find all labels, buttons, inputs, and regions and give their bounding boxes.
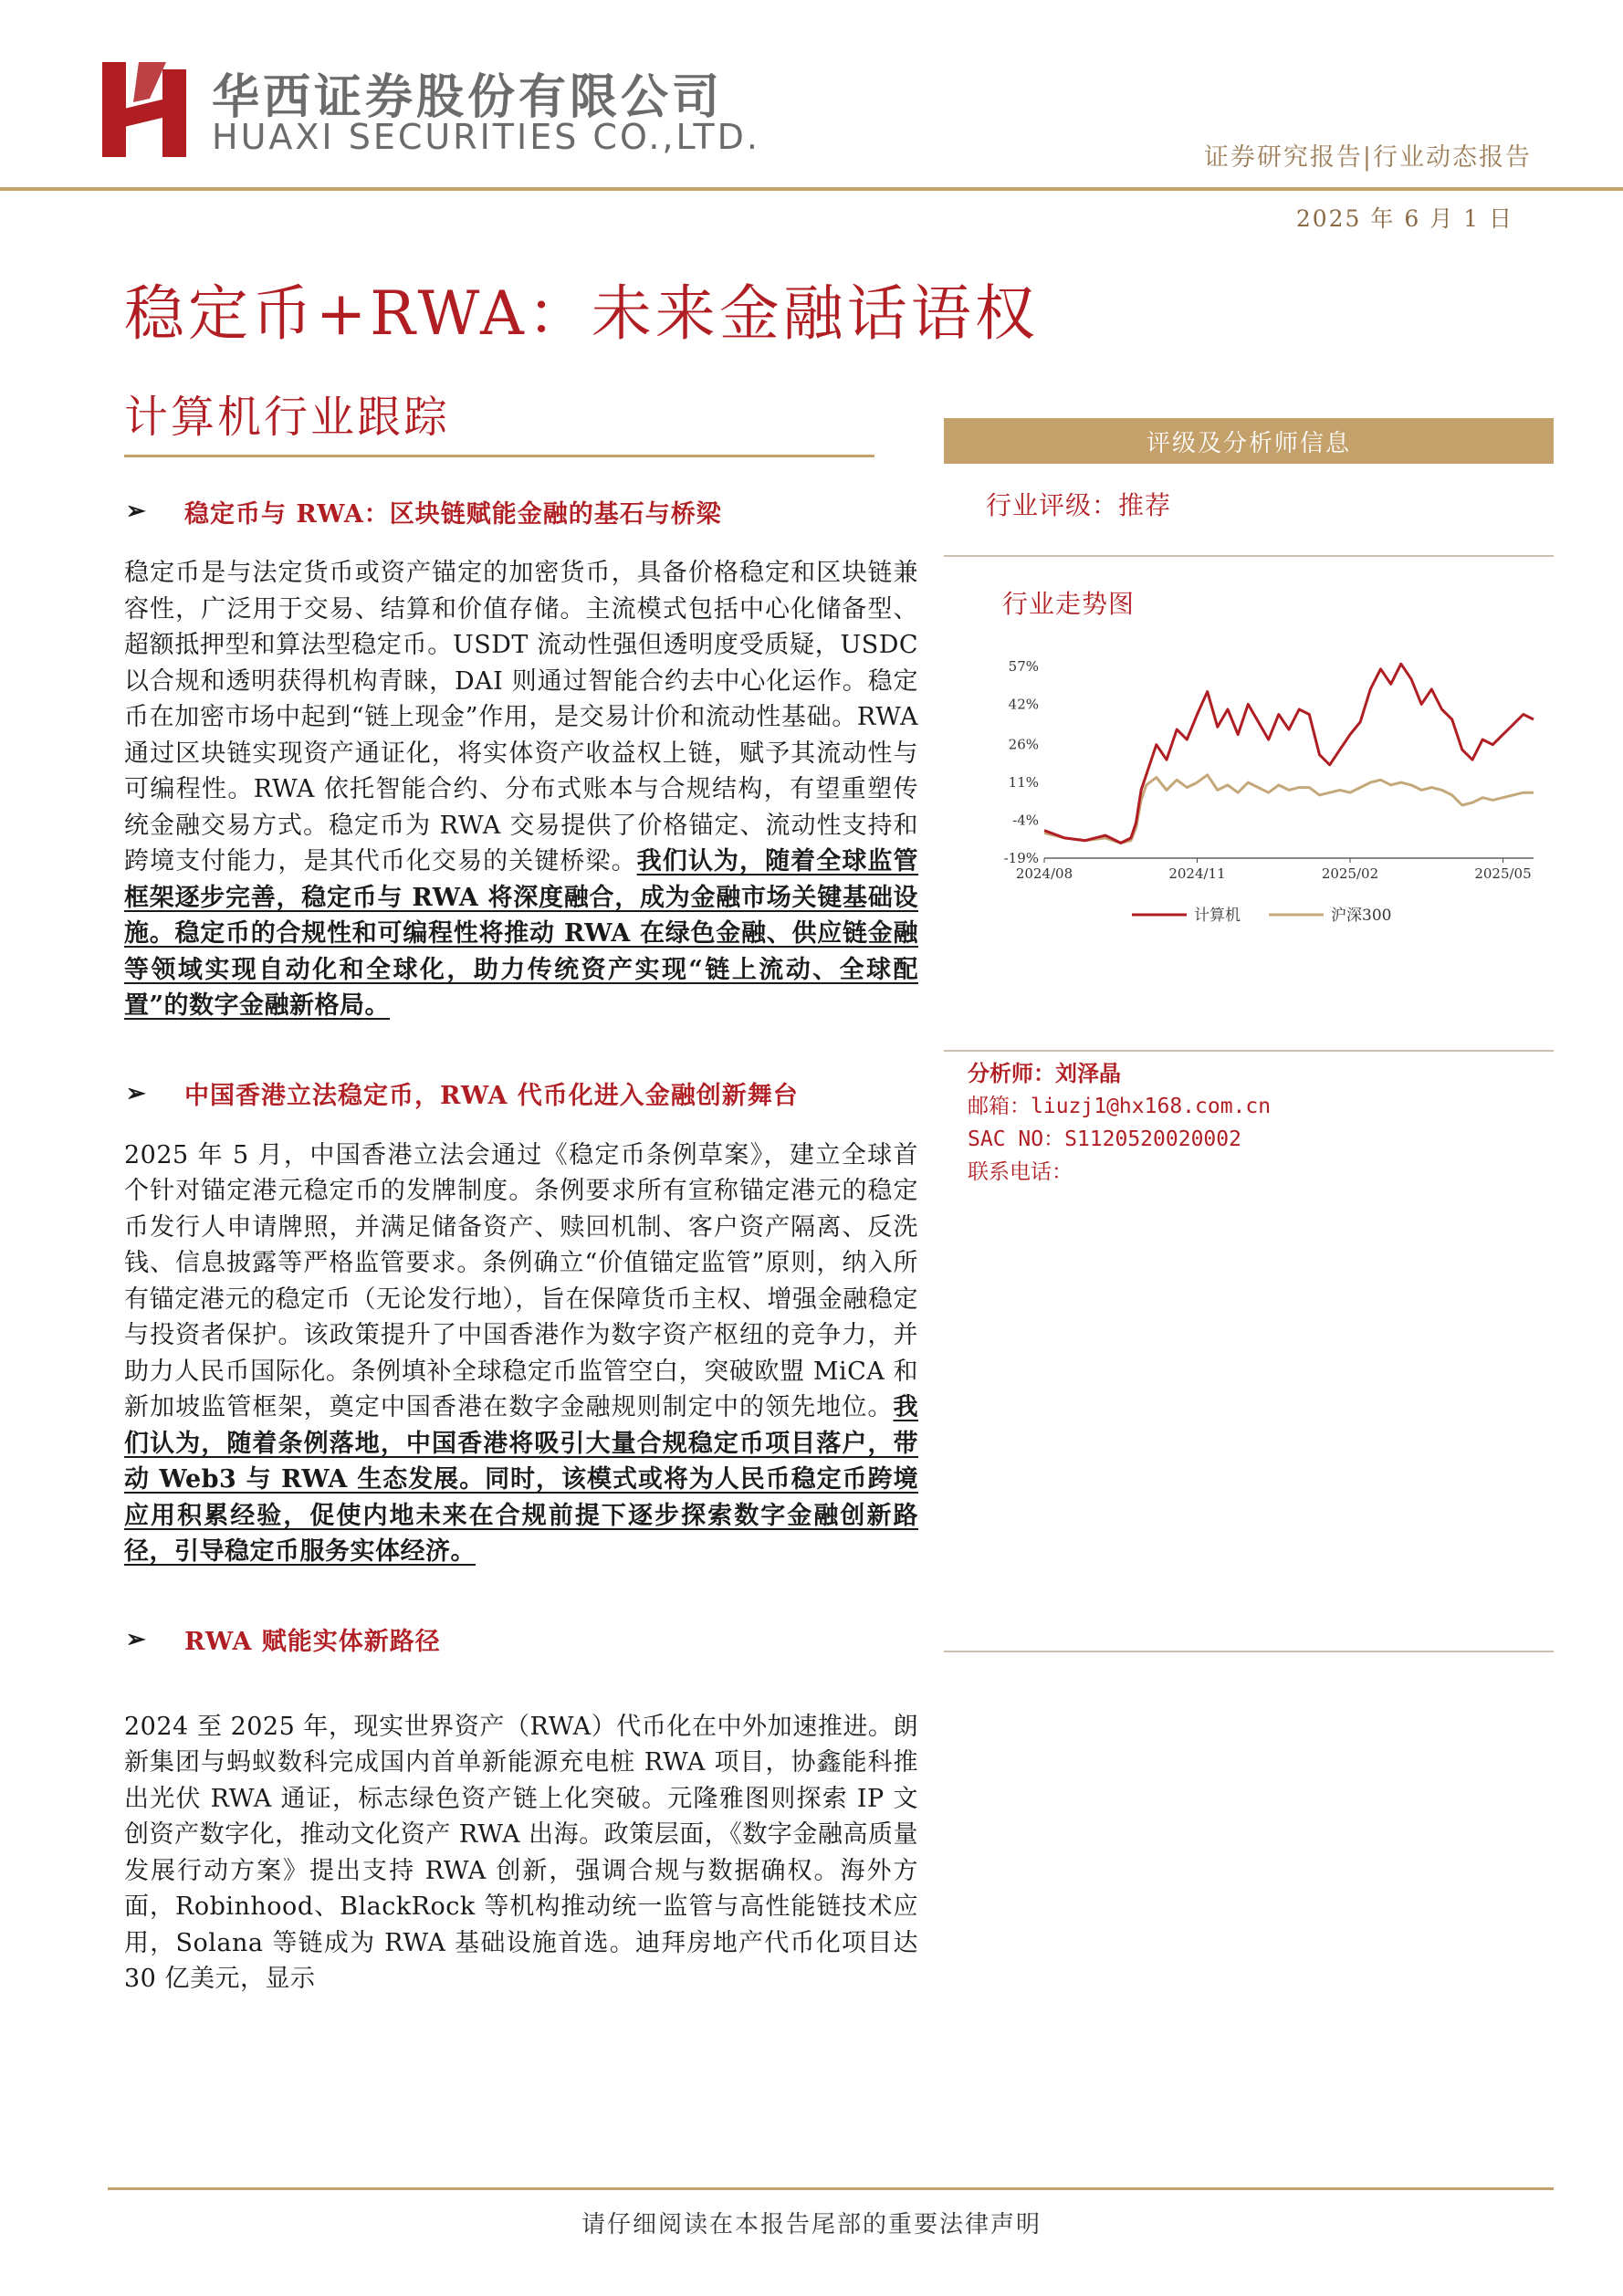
industry-rating: 行业评级：推荐 [986,490,1172,520]
y-tick-label: -4% [1012,812,1039,829]
email-label: 邮箱： [968,1095,1031,1118]
section-heading [124,1066,918,1121]
y-tick-label: 57% [1008,658,1039,675]
footer-divider [108,2187,1554,2190]
arrow-bullet-icon: ➢ [126,1079,147,1107]
series-line-computer [1044,664,1534,843]
page-title: 稳定币+RWA：未来金融话语权 [124,278,1039,349]
rating-header-bar: 评级及分析师信息 [944,418,1554,464]
trend-chart-title: 行业走势图 [1002,589,1136,619]
section-paragraph [124,555,918,1024]
phone-label: 联系电话： [968,1160,1073,1184]
analyst-email-row [968,1090,1552,1123]
legend-label: 计算机 [1194,907,1241,925]
analyst-phone-row [968,1156,1552,1189]
paragraph-body: 2024 至 2025 年，现实世界资产（RWA）代币化在中外加速推进。朗新集团与蚂蚁数科完成国内首单新能源充电桩 RWA 项目，协鑫能科推出光伏 RWA 通证，标志绿色资产链上化突破。元隆雅图则探索 IP 文创资产数字化，推动文化资产 RWA 出海。政策层面，《数字金融高质量发展行动方案》提出支持 RWA 创新，强调合规与数据确权。海外方面，Robinhood、BlackRock 等机构推动统一监管与高性能链技术应用，Solana 等链成为 RWA 基础设施首选。迪拜房地产代币化项目达 30 亿美元，显示 [124,1712,918,1993]
arrow-bullet-icon: ➢ [126,1625,147,1653]
paragraph-body: 稳定币是与法定货币或资产锚定的加密货币，具备价格稳定和区块链兼容性，广泛用于交易、结算和价值存储。主流模式包括中心化储备型、超额抵押型和算法型稳定币。USDT 流动性强但透明度受质疑，USDC 以合规和透明获得机构青睐，DAI 则通过智能合约去中心化运作。稳定币在加密市场中起到“链上现金”作用，是交易计价和流动性基础。RWA 通过区块链实现资产通证化，将实体资产收益权上链，赋予其流动性与可编程性。RWA 依托智能合约、分布式账本与合规结构，有望重塑传统金融交易方式。稳定币为 RWA 交易提供了价格锚定、流动性支持和跨境支付能力，是其代币化交易的关键桥梁。 [124,559,918,875]
paragraph-body: 2025 年 5 月，中国香港立法会通过《稳定币条例草案》，建立全球首个针对锚定港元稳定币的发牌制度。条例要求所有宣称锚定港元的稳定币发行人申请牌照，并满足储备资产、赎回机制、客户资产隔离、反洗钱、信息披露等严格监管要求。条例确立“价值锚定监管”原则，纳入所有锚定港元的稳定币（无论发行地），旨在保障货币主权、增强金融稳定与投资者保护。该政策提升了中国香港作为数字资产枢纽的竞争力，并助力人民币国际化。条例填补全球稳定币监管空白，突破欧盟 MiCA 和新加坡监管框架，奠定中国香港在数字金融规则制定中的领先地位。 [124,1140,918,1421]
paragraph-emphasis: 我们认为，随着条例落地，中国香港将吸引大量合规稳定币项目落户，带动 Web3 与 RWA 生态发展。同时，该模式或将为人民币稳定币跨境应用积累经验，促使内地未来在合规前提下逐步探索数字金融创新路径，引导稳定币服务实体经济。 [124,1393,918,1566]
y-tick-label: 11% [1008,774,1039,792]
y-tick-label: 26% [1008,736,1039,753]
section-heading-text: RWA 赋能实体新路径 [184,1628,441,1656]
analyst-name: 分析师：刘泽晶 [968,1060,1121,1086]
sac-number: S1120520020002 [1064,1127,1241,1151]
section-paragraph [124,1709,918,1997]
report-type: 证券研究报告|行业动态报告 [1203,143,1532,172]
section-paragraph [124,1138,918,1570]
company-name-cn: 华西证券股份有限公司 [212,70,724,125]
section-heading-text: 稳定币与 RWA：区块链赋能金融的基石与桥梁 [184,499,722,529]
arrow-bullet-icon: ➢ [126,498,147,525]
y-tick-label: -19% [1003,850,1039,866]
section-heading-text: 中国香港立法稳定币，RWA 代币化进入金融创新舞台 [184,1082,799,1110]
section-heading [124,484,918,539]
y-tick-label: 42% [1008,696,1039,713]
subtitle-divider [124,455,874,457]
header-divider [0,187,1623,191]
sidebar-divider [944,1050,1554,1052]
footer-disclaimer: 请仔细阅读在本报告尾部的重要法律声明 [581,2211,1042,2238]
sidebar-divider [944,1651,1554,1652]
x-tick-label: 2024/08 [1015,865,1073,882]
x-tick-label: 2025/05 [1474,865,1532,882]
x-tick-label: 2024/11 [1168,865,1226,882]
paragraph-emphasis: 我们认为，随着全球监管框架逐步完善，稳定币与 RWA 将深度融合，成为金融市场关键基础设施。稳定币的合规性和可编程性将推动 RWA 在绿色金融、供应链金融等领域实现自动化和全球化，助力传统资产实现“链上流动、全球配置”的数字金融新格局。 [124,847,919,1020]
industry-trend-chart [986,639,1552,949]
analyst-sac-row [968,1123,1552,1156]
section-heading [124,1612,918,1667]
analyst-email[interactable]: liuzj1@hx168.com.cn [1031,1095,1272,1118]
company-name-en: HUAXI SECURITIES CO.,LTD. [212,117,760,157]
main-content [124,484,918,1997]
legend-label: 沪深300 [1331,907,1392,925]
sidebar-divider [944,555,1554,557]
huaxi-logo-icon [102,62,190,157]
series-line-hs300 [1044,775,1534,844]
x-tick-label: 2025/02 [1321,865,1379,882]
sac-label: SAC NO： [968,1127,1065,1151]
analyst-info [968,1057,1552,1189]
report-date: 2025 年 6 月 1 日 [1295,205,1513,232]
page-subtitle: 计算机行业跟踪 [124,392,451,443]
